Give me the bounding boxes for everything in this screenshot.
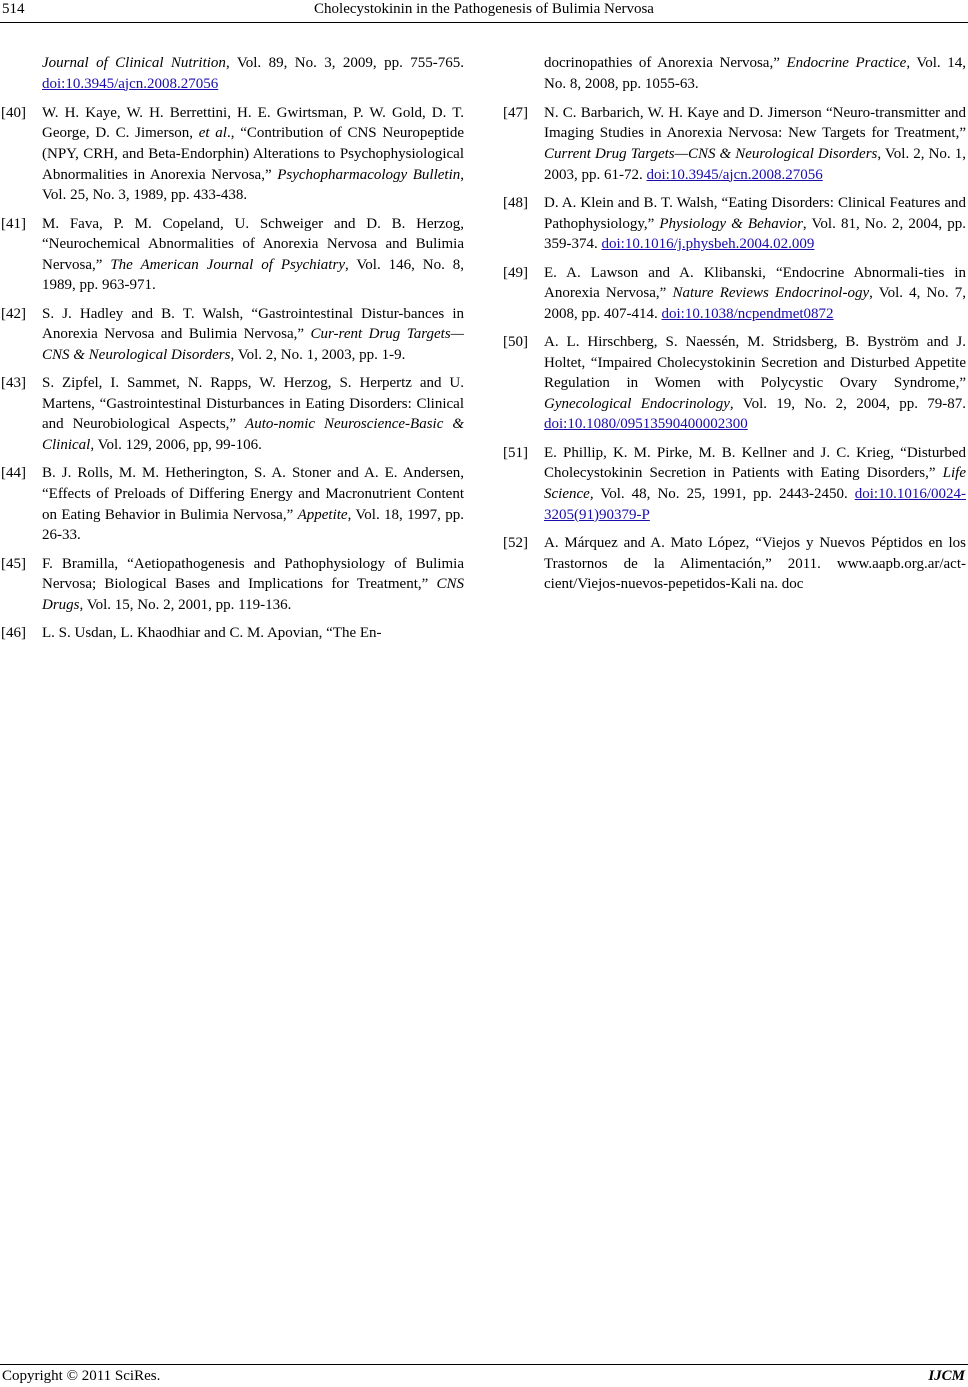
- reference-text: W. H. Kaye, W. H. Berrettini, H. E. Gwirtsman, P. W. Gold, D. T. George, D. C. Jimerson,: [42, 104, 464, 142]
- reference-number: [40]: [1, 104, 26, 121]
- reference-entry: [503, 332, 966, 435]
- reference-source-title: Physiology & Behavior: [659, 215, 803, 232]
- reference-entry: [1, 373, 464, 455]
- doi-link[interactable]: doi:10.3945/ajcn.2008.27056: [42, 75, 219, 92]
- copyright-notice: Copyright © 2011 SciRes.: [2, 1368, 161, 1384]
- reference-text: E. A. Lawson and A. Klibanski, “Endocrine Abnormali-ties in Anorexia Nervosa,”: [544, 264, 966, 302]
- reference-entry: [503, 533, 966, 595]
- reference-source-title: Life Science: [544, 465, 966, 503]
- reference-text: , Vol. 18, 1997, pp. 26-33.: [42, 506, 464, 544]
- reference-entry: [1, 103, 465, 206]
- reference-text: , Vol. 25, No. 3, 1989, pp. 433-438.: [42, 166, 464, 204]
- reference-entry: [544, 53, 966, 94]
- doi-link[interactable]: doi:10.1038/ncpendmet0872: [661, 305, 834, 322]
- reference-entry: [1, 623, 464, 644]
- reference-source-title: Current Drug Targets—CNS & Neurological Disorders: [544, 145, 878, 162]
- reference-source-title: Psychopharmacology Bulletin: [277, 166, 461, 183]
- reference-entry: [503, 263, 966, 325]
- reference-source-title: Nature Reviews Endocrinol-ogy: [672, 285, 870, 302]
- reference-number: [44]: [1, 465, 26, 482]
- reference-text: docrinopathies of Anorexia Nervosa,”: [544, 55, 787, 71]
- journal-abbreviation: IJCM: [928, 1368, 965, 1384]
- reference-number: [48]: [503, 194, 528, 211]
- reference-source-title: CNS Drugs: [42, 576, 464, 613]
- reference-text: B. J. Rolls, M. M. Hetherington, S. A. Stoner and A. E. Andersen, “Effects of Preloads of Differing Energy and Macronutrient Content on Eating Behavior in Bulimia Nervosa,”: [42, 465, 464, 523]
- reference-text: E. Phillip, K. M. Pirke, M. B. Kellner and J. C. Krieg, “Disturbed Cholecystokinin Secretion in Patients with Eating Disorders,”: [544, 444, 966, 482]
- reference-entry: [1, 214, 465, 296]
- reference-text: , Vol. 4, No. 7, 2008, pp. 407-414.: [544, 285, 966, 322]
- reference-text: , Vol. 2, No. 1, 2003, pp. 1-9.: [230, 346, 406, 363]
- page-number: 514: [2, 1, 25, 17]
- reference-text: , Vol. 81, No. 2, 2004, pp. 359-374.: [544, 215, 966, 253]
- references-right-column: [503, 53, 966, 603]
- reference-entry: [503, 193, 966, 255]
- reference-text: , Vol. 15, No. 2, 2001, pp. 119-136.: [79, 596, 292, 613]
- reference-source-title: Auto-nomic Neuroscience-Basic & Clinical: [42, 416, 464, 454]
- reference-number: [46]: [1, 625, 26, 642]
- running-title: Cholecystokinin in the Pathogenesis of Bulimia Nervosa: [314, 1, 654, 17]
- reference-text: L. S. Usdan, L. Khaodhiar and C. M. Apovian, “The En-: [42, 625, 382, 642]
- reference-source-title: Journal of Clinical Nutrition: [42, 55, 226, 71]
- reference-source-title: The American Journal of Psychiatry: [110, 256, 345, 273]
- reference-text: N. C. Barbarich, W. H. Kaye and D. Jimerson “Neuro-transmitter and Imaging Studies in Anorexia Nervosa: New Targets for Treatment,”: [544, 104, 966, 142]
- reference-number: [49]: [503, 264, 528, 281]
- reference-text: A. L. Hirschberg, S. Naessén, M. Stridsberg, B. Byström and J. Holtet, “Impaired Cholecystokinin Secretion and Disturbed Appetite Regulation in Women with Polycystic Ovary Syndrome,”: [544, 334, 966, 392]
- reference-text: A. Márquez and A. Mato López, “Viejos y Nuevos Péptidos en los Trastornos de la Alimentación,” 2011. www.aapb.org.ar/act-cient/Viejos-nuevos-pepetidos-Kali na. doc: [544, 535, 966, 593]
- reference-number: [45]: [1, 555, 26, 572]
- running-header: [0, 0, 968, 23]
- reference-text: , Vol. 2, No. 1, 2003, pp. 61-72.: [544, 145, 966, 183]
- reference-text: F. Bramilla, “Aetiopathogenesis and Pathophysiology of Bulimia Nervosa; Biological Bases and Implications for Treatment,”: [42, 555, 464, 593]
- reference-text: ., “Contribution of CNS Neuropeptide (NPY, CRH, and Beta-Endorphin) Alterations to Psychophysiological Abnormalities in Anorexia Nervosa,”: [42, 125, 465, 183]
- reference-text: , Vol. 19, No. 2, 2004, pp. 79-87.: [729, 395, 966, 412]
- doi-link[interactable]: doi:10.1016/0024-3205(91)90379-P: [544, 486, 966, 523]
- reference-number: [42]: [1, 305, 26, 322]
- reference-entry: [1, 554, 464, 616]
- reference-number: [41]: [1, 215, 26, 232]
- reference-text: S. J. Hadley and B. T. Walsh, “Gastrointestinal Distur-bances in Anorexia Nervosa and Bulimia Nervosa,”: [42, 305, 464, 343]
- reference-text: D. A. Klein and B. T. Walsh, “Eating Disorders: Clinical Features and Pathophysiology,”: [544, 194, 966, 232]
- reference-entry: [1, 304, 465, 366]
- reference-number: [51]: [503, 444, 528, 461]
- reference-text: M. Fava, P. M. Copeland, U. Schweiger and D. B. Herzog, “Neurochemical Abnormalities of Anorexia Nervosa and Bulimia Nervosa,”: [42, 215, 464, 273]
- reference-source-title: et al: [198, 125, 227, 142]
- reference-entry: [1, 463, 464, 545]
- reference-number: [43]: [1, 375, 26, 392]
- page-footer: [0, 1364, 968, 1387]
- reference-source-title: Gynecological Endocrinology: [544, 395, 730, 412]
- reference-text: , Vol. 14, No. 8, 2008, pp. 1055-63.: [544, 55, 966, 92]
- reference-text: , Vol. 146, No. 8, 1989, pp. 963-971.: [42, 256, 465, 294]
- doi-link[interactable]: doi:10.3945/ajcn.2008.27056: [646, 166, 823, 183]
- reference-number: [47]: [503, 104, 528, 121]
- reference-number: [50]: [503, 334, 528, 351]
- reference-text: S. Zipfel, I. Sammet, N. Rapps, W. Herzog, S. Herpertz and U. Martens, “Gastrointestinal Disturbances in Eating Disorders: Clinical and Neurobiological Aspects,”: [42, 375, 464, 433]
- references-left-column: [1, 53, 465, 652]
- reference-source-title: Cur-rent Drug Targets—CNS & Neurological Disorders: [42, 326, 465, 363]
- reference-number: [52]: [503, 535, 528, 552]
- reference-source-title: Endocrine Practice: [786, 55, 907, 71]
- reference-text: , Vol. 48, No. 25, 1991, pp. 2443-2450.: [589, 486, 855, 503]
- reference-source-title: Appetite: [297, 506, 348, 523]
- reference-entry: [42, 53, 464, 94]
- doi-link[interactable]: doi:10.1080/09513590400002300: [544, 416, 748, 433]
- doi-link[interactable]: doi:10.1016/j.physbeh.2004.02.009: [601, 236, 815, 253]
- reference-entry: [503, 103, 966, 185]
- reference-text: , Vol. 89, No. 3, 2009, pp. 755-765.: [225, 55, 464, 71]
- reference-entry: [503, 443, 966, 525]
- reference-text: , Vol. 129, 2006, pp, 99-106.: [90, 437, 262, 454]
